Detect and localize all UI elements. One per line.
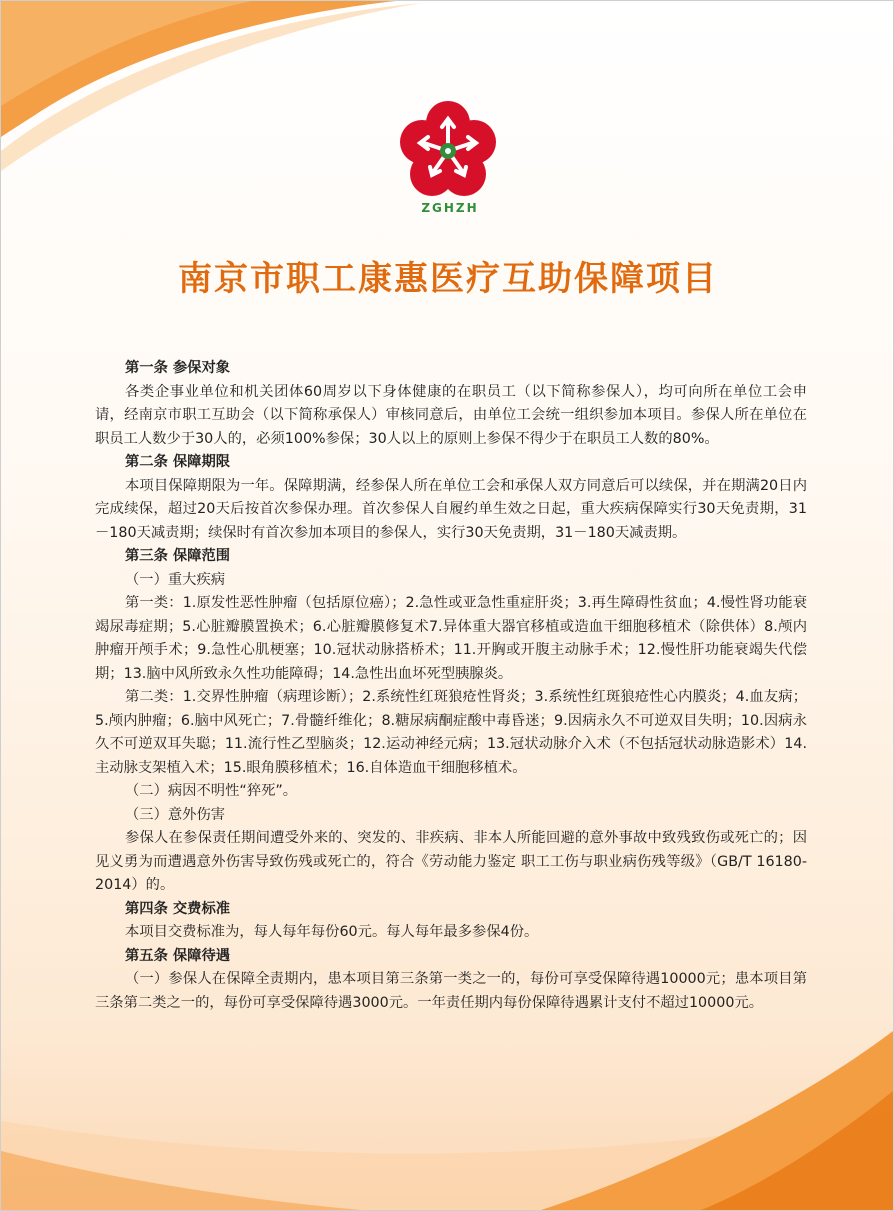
plum-blossom-logo-icon	[398, 101, 498, 201]
section-heading: 第二条 保障期限	[125, 454, 231, 470]
paragraph: 参保人在参保责任期间遭受外来的、突发的、非疾病、非本人所能回避的意外事故中致残致伤或死亡的；因见义勇为而遭遇意外伤害导致伤残或死亡的，符合《劳动能力鉴定 职工工伤与职业病伤残等级》（GB/T 16180-2014）的。	[95, 830, 807, 893]
page-title: 南京市职工康惠医疗互助保障项目	[178, 259, 718, 299]
article-body	[95, 357, 807, 1015]
subsection-label: （一）重大疾病	[125, 571, 226, 588]
section-heading: 第三条 保障范围	[125, 548, 231, 564]
paragraph: （一）参保人在保障全责期内，患本项目第三条第一类之一的，每份可享受保障待遇10000元；患本项目第三条第二类之一的，每份可享受保障待遇3000元。一年责任期内每份保障待遇累计支付不超过10000元。	[95, 971, 807, 1011]
section-heading: 第一条 参保对象	[125, 360, 231, 376]
subsection-label: （二）病因不明性“猝死”。	[125, 783, 298, 799]
logo-text: ZGHZH	[421, 201, 479, 215]
paragraph: 本项目交费标准为，每人每年每份60元。每人每年最多参保4份。	[125, 924, 539, 940]
paragraph: 各类企事业单位和机关团体60周岁以下身体健康的在职员工（以下简称参保人），均可向所在单位工会申请，经南京市职工互助会（以下简称承保人）审核同意后，由单位工会统一组织参加本项目。参保人所在单位在职员工人数少于30人的，必须100%参保；30人以上的原则上参保不得少于在职员工人数的80%。	[95, 383, 807, 447]
paragraph: 第一类：1.原发性恶性肿瘤（包括原位癌）；2.急性或亚急性重症肝炎；3.再生障碍性贫血；4.慢性肾功能衰竭尿毒症期；5.心脏瓣膜置换术；6.心脏瓣膜修复术7.异体重大器官移植或造血干细胞移植术（除供体）8.颅内肿瘤开颅手术；9.急性心肌梗塞；10.冠状动脉搭桥术；11.开胸或开腹主动脉手术；12.慢性肝功能衰竭失代偿期；13.脑中风所致永久性功能障碍；14.急性出血坏死型胰腺炎。	[95, 595, 807, 682]
section-heading: 第五条 保障待遇	[125, 947, 231, 964]
section-heading: 第四条 交费标准	[125, 900, 231, 917]
subsection-label: （三）意外伤害	[125, 806, 226, 823]
paragraph: 本项目保障期限为一年。保障期满，经参保人所在单位工会和承保人双方同意后可以续保，并在期满20日内完成续保，超过20天后按首次参保办理。首次参保人自履约单生效之日起，重大疾病保障实行30天免责期，31－180天减责期；续保时有首次参加本项目的参保人，实行30天免责期，31－180天减责期。	[95, 477, 807, 541]
paragraph: 第二类：1.交界性肿瘤（病理诊断）；2.系统性红斑狼疮性肾炎；3.系统性红斑狼疮性心内膜炎；4.血友病；5.颅内肿瘤；6.脑中风死亡；7.骨髓纤维化；8.糖尿病酮症酸中毒昏迷；9.因病永久不可逆双目失明；10.因病永久不可逆双耳失聪；11.流行性乙型脑炎；12.运动神经元病；13.冠状动脉介入术（不包括冠状动脉造影术）14.主动脉支架植入术；15.眼角膜移植术；16.自体造血干细胞移植术。	[95, 689, 807, 776]
